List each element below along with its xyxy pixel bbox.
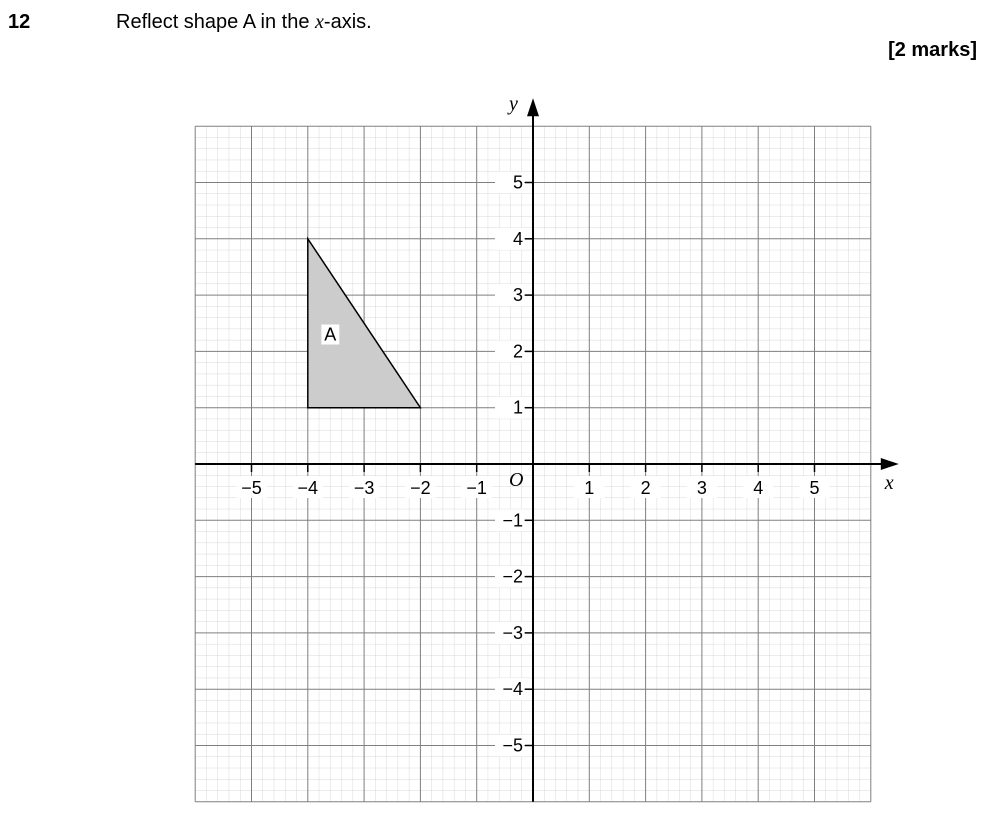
question-variable: x — [315, 11, 324, 33]
question-text-before: Reflect shape A in the — [116, 11, 316, 33]
x-tick-label: 3 — [696, 478, 707, 498]
axes — [195, 98, 899, 802]
y-tick-label: 4 — [512, 228, 523, 249]
y-tick-label: −4 — [502, 679, 523, 700]
y-tick-label: −5 — [502, 735, 523, 756]
y-tick-label: 5 — [512, 172, 523, 193]
x-tick-label: −4 — [297, 478, 319, 498]
x-tick-label: 1 — [584, 478, 595, 498]
marks-label: [2 marks] — [888, 39, 977, 61]
x-tick-label: 5 — [809, 478, 820, 498]
question-number: 12 — [8, 11, 31, 33]
y-tick-label: 2 — [512, 341, 523, 362]
x-tick-label: −3 — [353, 478, 375, 498]
y-tick-label: −3 — [502, 622, 523, 643]
x-axis-arrow-icon — [881, 458, 899, 470]
y-tick-label: 1 — [512, 397, 523, 418]
x-tick-label: −1 — [466, 478, 487, 498]
y-axis-label: y — [509, 93, 518, 116]
x-tick-label: 4 — [753, 478, 764, 498]
x-tick-label: −2 — [410, 478, 431, 498]
y-tick-label: −1 — [502, 510, 523, 531]
y-tick-label: −2 — [502, 566, 523, 587]
y-tick-label: 3 — [512, 285, 523, 306]
x-tick-label: −5 — [241, 478, 262, 498]
x-axis-label: x — [884, 472, 894, 494]
shape-a-label: A — [324, 324, 337, 345]
y-axis-arrow-icon — [527, 98, 539, 116]
x-tick-label: 2 — [640, 478, 651, 498]
origin-label: O — [509, 469, 524, 491]
question-text-after: -axis. — [323, 11, 372, 33]
